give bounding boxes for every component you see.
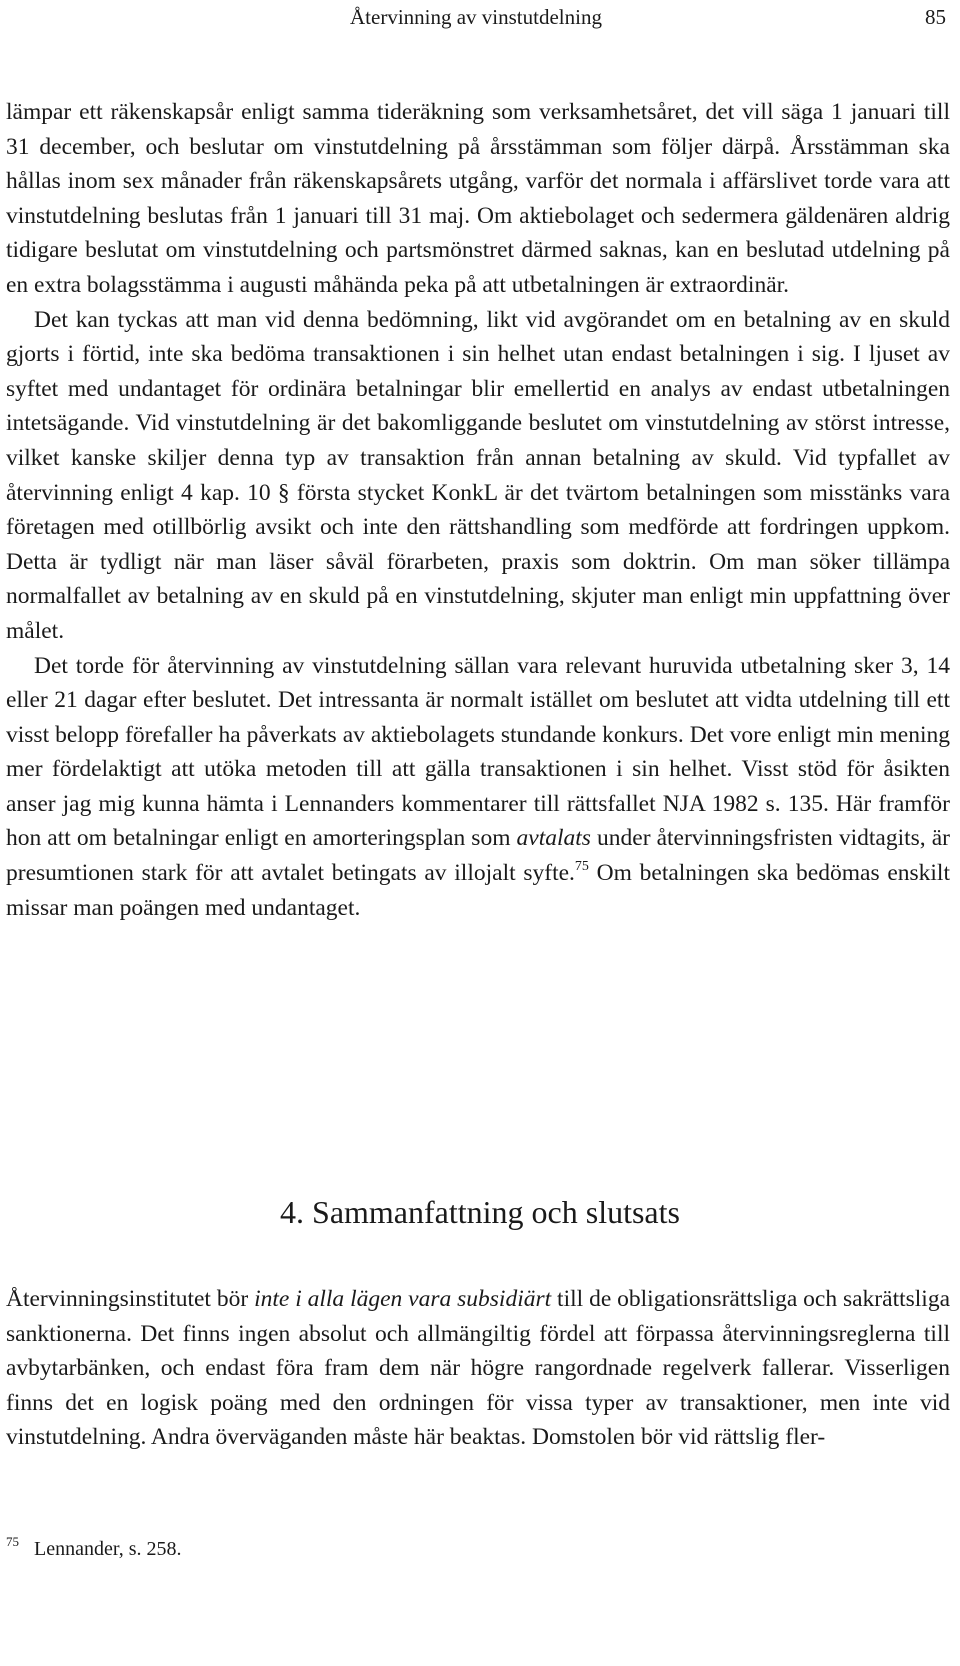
paragraph-text: till de obligationsrättsliga och sakrättsliga sanktionerna. Det finns ingen absolut och allmängiltig fördel att förpassa återvinningsreglerna till avbytarbänken, och endast föra fram dem när högre rangordnade regelverk fallerar. Visserligen finns det en logisk poäng med den ordningen för vissa typer av transaktioner, men inte vid vinstutdelning. Andra överväganden måste här beaktas. Domstolen bör vid rättslig fler- [6,1286,951,1451]
paragraph [6,303,950,649]
paragraph [6,649,950,926]
paragraph-text: lämpar ett räkenskapsår enligt samma tideräkning som verksamhetsåret, det vill säga 1 januari till 31 december, och beslutar om vinstutdelning på årsstämman som följer därpå. Årsstämman ska hållas inom sex månader från räkenskapsårets utgång, varför det normala i affärslivet torde vara att vinstutdelning beslutas från 1 januari till 31 maj. Om aktiebolaget och sedermera gäldenären aldrig tidigare beslutat om vinstutdelning och partsmönstret därmed saknas, kan en beslutad utdelning på en extra bolagsstämma i augusti måhända peka på att utbetalningen är extraordinär. [6,99,950,298]
italic-phrase: inte i alla lägen vara subsidiärt [254,1286,552,1312]
page-number: 85 [925,5,946,29]
paragraph-text: Återvinningsinstitutet bör [6,1286,255,1312]
running-header [6,2,946,32]
paragraph-text: Om betalningen ska bedömas enskilt missar man poängen med undantaget. [6,860,950,921]
paragraph [6,1282,950,1455]
paragraph-text: Det torde för återvinning av vinstutdelning sällan vara relevant huruvida utbetalning sker 3, 14 eller 21 dagar efter beslutet. Det intressanta är normalt istället om beslutet att vidta utdelning till ett visst belopp förefaller ha påverkats av aktiebolagets stundande konkurs. Det vore enligt min mening mer fördelaktigt att utöka metoden till att gälla transaktionen i sin helhet. Visst stöd för åsikten anser jag mig kunna hämta i Lennanders kommentarer till rättsfallet NJA 1982 s. 135. Här framför hon att om betalningar enligt en amorteringsplan som [6,652,950,852]
paragraph-text: Det kan tyckas att man vid denna bedömning, likt vid avgörandet om en betalning av en skuld gjorts i förtid, inte ska bedöma transaktionen i sin helhet utan endast betalningen i sig. I ljuset av syftet med undantaget för ordinära betalningar blir emellertid en analys av endast utbetalningen intetsägande. Vid vinstutdelning är det bakomliggande beslutet om vinstutdelning av störst intresse, vilket kanske skiljer denna typ av transaktion från annan betalning av skuld. Vid typfallet av återvinning enligt 4 kap. 10 § första stycket KonkL är det tvärtom betalningen som misstänks vara företagen med otillbörlig avsikt och inte den rättshandling som medförde att fordringen uppkom. Detta är tydligt när man läser såväl förarbeten, praxis som doktrin. Om man söker tillämpa normalfallet av betalning av en skuld på en vinstutdelning, skjuter man enligt min uppfattning över målet. [6,306,950,644]
italic-term: avtalats [516,825,591,852]
summary-text [6,1282,950,1455]
main-text [6,95,950,925]
footnote-reference[interactable]: 75 [574,859,589,875]
footnote-text: Lennander, s. 258. [34,1538,182,1560]
footnote: 75 Lennander, s. 258. [6,1534,182,1560]
running-title: Återvinning av vinstutdelning [350,5,602,29]
paragraph-text: under återvinningsfristen vidtagits, är presumtionen stark för att avtalet betingats av illojalt syfte. [6,825,950,887]
paragraph [6,95,950,303]
section-heading: 4. Sammanfattning och slutsats [280,1194,680,1230]
